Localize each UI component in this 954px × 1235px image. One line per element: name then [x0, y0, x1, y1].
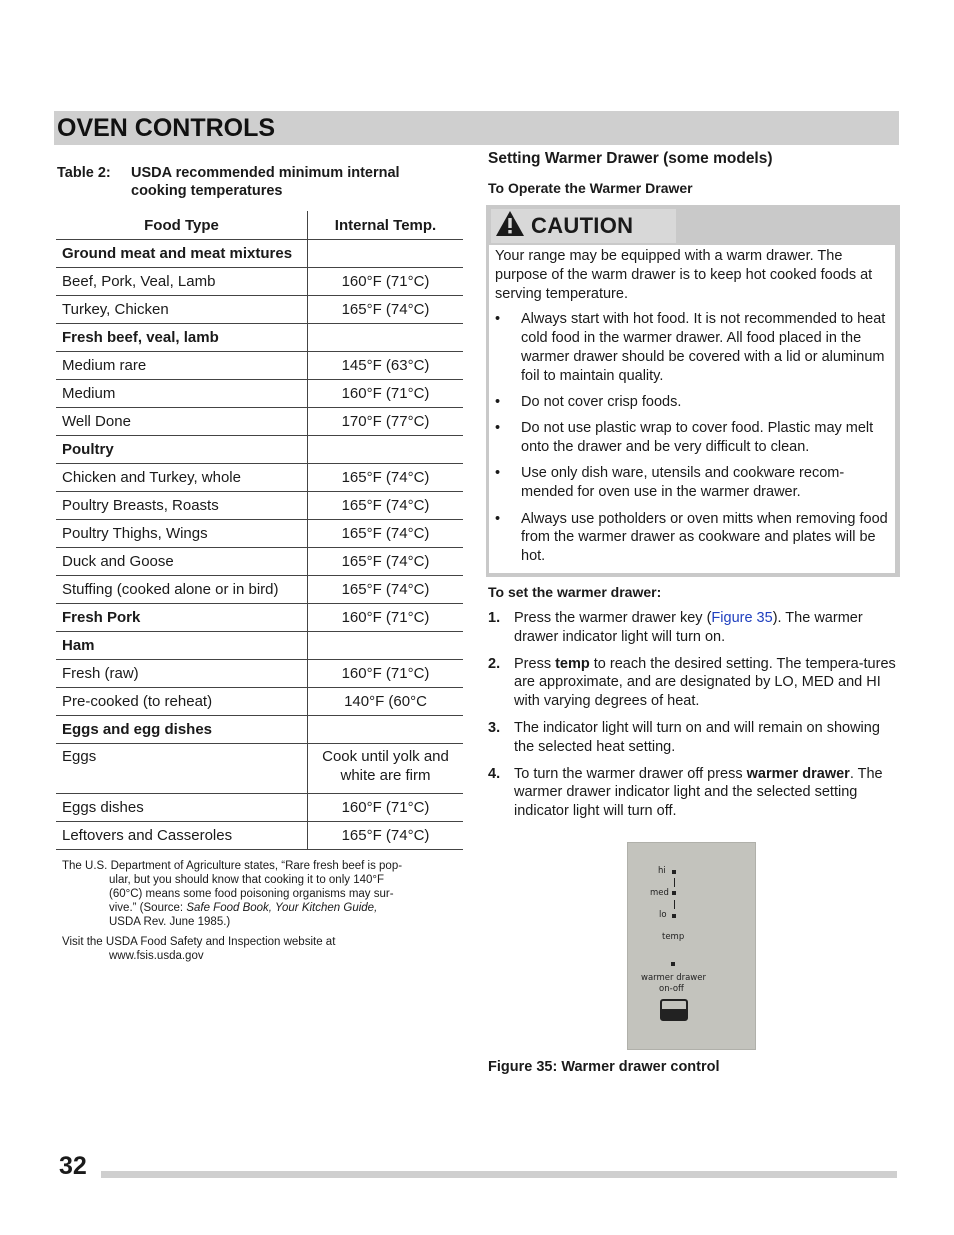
step-item	[488, 719, 898, 757]
footnote-line: ular, but you should know that cooking it to only 140°F	[109, 874, 385, 886]
table-row	[56, 632, 463, 660]
table-row	[56, 352, 463, 380]
page-number: 32	[59, 1152, 87, 1180]
hi-indicator-light	[672, 870, 676, 874]
food-type-cell: Ground meat and meat mixtures	[56, 240, 308, 268]
food-type-cell: Eggs	[56, 744, 308, 794]
food-type-cell: Pre-cooked (to reheat)	[56, 688, 308, 716]
internal-temp-cell: 165°F (74°C)	[308, 492, 464, 520]
caution-box	[486, 205, 900, 577]
table-header-row	[56, 211, 463, 240]
table-row	[56, 548, 463, 576]
internal-temp-cell: 165°F (74°C)	[308, 576, 464, 604]
temp-key[interactable]: temp	[662, 932, 685, 942]
caution-label: CAUTION	[531, 213, 634, 238]
usda-footnote	[62, 859, 432, 929]
caution-bullet-item	[495, 464, 891, 502]
caution-bullet-item	[495, 310, 891, 385]
table-row	[56, 660, 463, 688]
internal-temp-cell: 165°F (74°C)	[308, 548, 464, 576]
section-title-warmer-drawer: Setting Warmer Drawer (some models)	[488, 150, 773, 167]
bullet-icon: •	[495, 465, 501, 482]
food-type-cell: Eggs and egg dishes	[56, 716, 308, 744]
food-type-cell: Poultry	[56, 436, 308, 464]
table-row	[56, 794, 463, 822]
internal-temp-cell: 160°F (71°C)	[308, 380, 464, 408]
step-item	[488, 609, 898, 647]
med-indicator-light	[672, 891, 676, 895]
internal-temp-cell: 160°F (71°C)	[308, 660, 464, 688]
table-row	[56, 464, 463, 492]
internal-temp-cell	[308, 240, 464, 268]
food-type-cell: Poultry Breasts, Roasts	[56, 492, 308, 520]
footnote-line: Visit the USDA Food Safety and Inspection website at	[62, 936, 336, 948]
step-text: Press the warmer drawer key (	[514, 610, 712, 626]
section-header-bar	[54, 111, 899, 145]
table-row	[56, 744, 463, 794]
caution-bullet-item	[495, 393, 891, 412]
level-divider	[674, 900, 675, 909]
bullet-icon: •	[495, 394, 501, 411]
step-number: 3.	[488, 719, 501, 736]
food-type-cell: Well Done	[56, 408, 308, 436]
table-row	[56, 716, 463, 744]
step-text: to reach the desired setting. The tempera-tures are approximate, and are designated by LO, MED and HI with varying degrees of heat.	[514, 655, 896, 710]
internal-temp-cell: Cook until yolk and white are firm	[308, 744, 464, 794]
food-type-cell: Stuffing (cooked alone or in bird)	[56, 576, 308, 604]
table-label: Table 2:	[57, 165, 111, 181]
food-type-cell: Medium	[56, 380, 308, 408]
caution-bullet-text: Always start with hot food. It is not recommended to heat cold food in the warmer drawer. All food placed in the warmer drawer should be covered with a lid or aluminum foil to maintain quality.	[521, 311, 886, 384]
table-row	[56, 408, 463, 436]
caution-bullet-text: Always use potholders or oven mitts when removing food from the warmer drawer as cookware and plates will be hot.	[521, 510, 888, 565]
table-row	[56, 324, 463, 352]
internal-temp-cell: 160°F (71°C)	[308, 268, 464, 296]
food-type-cell: Ham	[56, 632, 308, 660]
warning-icon	[495, 210, 525, 242]
step-text: ). The warmer drawer indicator light will turn on.	[514, 610, 863, 645]
food-type-cell: Eggs dishes	[56, 794, 308, 822]
figure-caption: Figure 35: Warmer drawer control	[488, 1059, 720, 1075]
footnote-line: www.fsis.usda.gov	[109, 950, 204, 962]
internal-temp-cell: 145°F (63°C)	[308, 352, 464, 380]
warmer-drawer-key[interactable]	[660, 999, 688, 1021]
table-row	[56, 240, 463, 268]
internal-temp-cell	[308, 436, 464, 464]
usda-website-note	[62, 935, 432, 963]
step-text: . The warmer drawer indicator light and the selected setting indicator light will turn off.	[514, 765, 883, 820]
step-number: 4.	[488, 765, 501, 782]
bullet-icon: •	[495, 510, 501, 527]
temperature-table	[56, 211, 463, 850]
food-type-cell: Medium rare	[56, 352, 308, 380]
food-type-cell: Chicken and Turkey, whole	[56, 464, 308, 492]
table-row	[56, 436, 463, 464]
step-text: The indicator light will turn on and will remain on showing the selected heat setting.	[514, 719, 880, 755]
table-row	[56, 576, 463, 604]
internal-temp-cell: 160°F (71°C)	[308, 604, 464, 632]
internal-temp-cell: 165°F (74°C)	[308, 822, 464, 850]
step-keyword: temp	[555, 655, 590, 672]
footnote-line: (60°C) means some food poisoning organisms may sur-	[109, 888, 394, 900]
caution-content	[489, 245, 895, 573]
step-text: To turn the warmer drawer off press	[514, 765, 747, 782]
caution-bullet-item	[495, 510, 891, 566]
food-type-cell: Leftovers and Casseroles	[56, 822, 308, 850]
step-item	[488, 655, 898, 711]
footer-bar	[101, 1171, 897, 1178]
page-title: OVEN CONTROLS	[57, 114, 276, 142]
step-text: Press	[514, 655, 556, 672]
lo-indicator-light	[672, 914, 676, 918]
internal-temp-cell: 165°F (74°C)	[308, 520, 464, 548]
key-fill	[662, 1009, 686, 1019]
set-warmer-title: To set the warmer drawer:	[488, 584, 662, 600]
internal-temp-cell: 170°F (77°C)	[308, 408, 464, 436]
caution-bullet-item	[495, 419, 891, 457]
table-row	[56, 380, 463, 408]
caution-bullet-text: Use only dish ware, utensils and cookware recom-mended for oven use in the warmer drawer.	[521, 465, 845, 501]
footnote-line: The U.S. Department of Agriculture states, “Rare fresh beef is pop-	[62, 860, 403, 872]
footnote-line	[62, 901, 432, 915]
caution-bullet-text: Do not use plastic wrap to cover food. Plastic may melt onto the drawer and be very difficult to clean.	[521, 420, 874, 456]
footnote-text: vive.” (Source:	[109, 902, 187, 914]
caution-bullet-text: Do not cover crisp foods.	[521, 394, 682, 411]
caution-intro: Your range may be equipped with a warm drawer. The purpose of the warm drawer is to keep hot cooked foods at serving temperature.	[495, 248, 873, 302]
bullet-icon: •	[495, 420, 501, 437]
table-row	[56, 268, 463, 296]
table-row	[56, 492, 463, 520]
caution-header	[491, 209, 676, 243]
bullet-icon: •	[495, 311, 501, 328]
table-caption-text: USDA recommended minimum internal cooking temperatures	[131, 165, 400, 199]
food-type-cell: Duck and Goose	[56, 548, 308, 576]
med-label: med	[650, 888, 669, 898]
table-row	[56, 520, 463, 548]
internal-temp-cell: 160°F (71°C)	[308, 794, 464, 822]
footnote-source: Safe Food Book, Your Kitchen Guide,	[186, 902, 378, 914]
column-header-food-type: Food Type	[56, 211, 308, 240]
step-number: 1.	[488, 610, 501, 626]
hi-label: hi	[658, 866, 666, 876]
step-keyword: warmer drawer	[746, 765, 850, 782]
footnote-line: USDA Rev. June 1985.)	[109, 916, 231, 928]
internal-temp-cell	[308, 324, 464, 352]
internal-temp-cell	[308, 716, 464, 744]
on-off-label: on-off	[659, 984, 684, 994]
warmer-drawer-label: warmer drawer	[641, 973, 706, 983]
caution-bullet-list	[495, 310, 891, 566]
table-row	[56, 604, 463, 632]
lo-label: lo	[659, 910, 667, 920]
figure-35-link[interactable]: Figure 35	[711, 610, 773, 626]
food-type-cell: Turkey, Chicken	[56, 296, 308, 324]
steps-list	[488, 609, 898, 829]
internal-temp-cell: 165°F (74°C)	[308, 464, 464, 492]
step-number: 2.	[488, 655, 501, 672]
level-divider	[674, 878, 675, 887]
internal-temp-cell: 140°F (60°C	[308, 688, 464, 716]
warmer-drawer-indicator-light	[671, 962, 675, 966]
internal-temp-cell	[308, 632, 464, 660]
food-type-cell: Beef, Pork, Veal, Lamb	[56, 268, 308, 296]
food-type-cell: Fresh beef, veal, lamb	[56, 324, 308, 352]
table-row	[56, 688, 463, 716]
table-row	[56, 296, 463, 324]
internal-temp-cell: 165°F (74°C)	[308, 296, 464, 324]
step-item	[488, 765, 898, 821]
column-header-internal-temp: Internal Temp.	[308, 211, 464, 240]
table-row	[56, 822, 463, 850]
food-type-cell: Fresh (raw)	[56, 660, 308, 688]
warmer-drawer-control-panel	[627, 842, 756, 1050]
food-type-cell: Fresh Pork	[56, 604, 308, 632]
food-type-cell: Poultry Thighs, Wings	[56, 520, 308, 548]
operate-title: To Operate the Warmer Drawer	[488, 180, 693, 196]
